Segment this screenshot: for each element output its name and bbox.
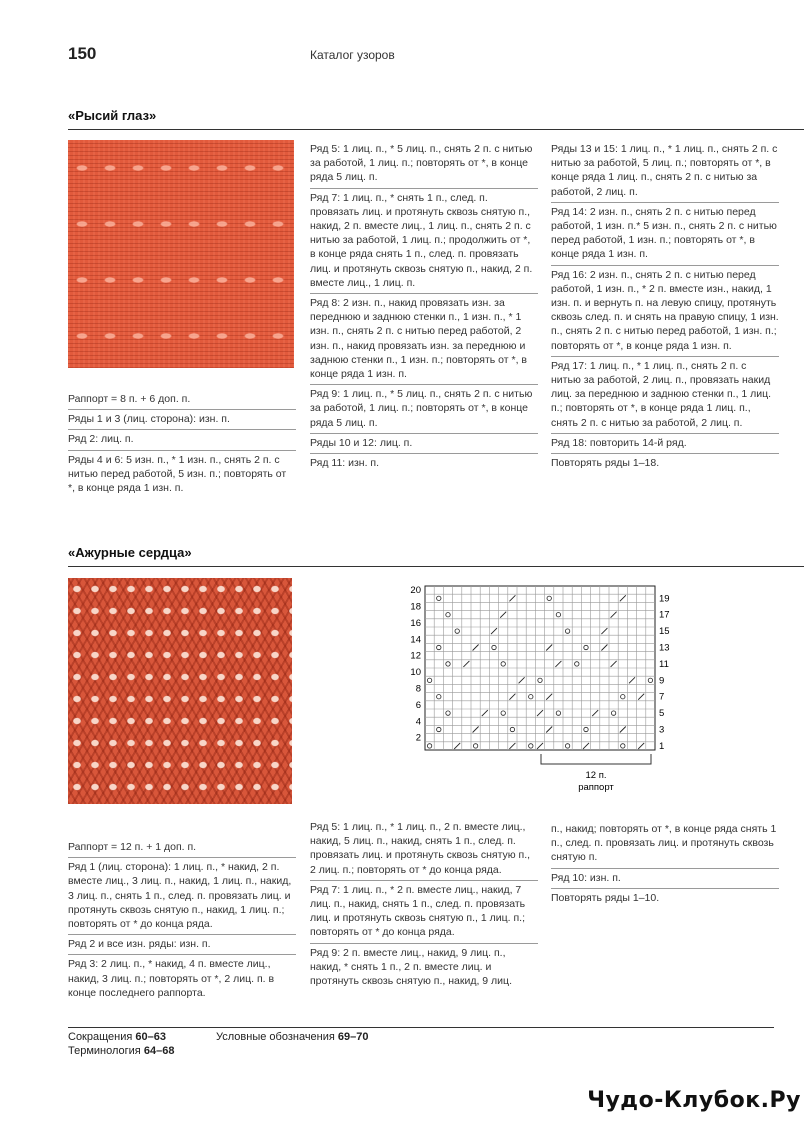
pattern-photo-lace-hearts — [68, 578, 292, 804]
instruction-item: Ряд 9: 1 лиц. п., * 5 лиц. п., снять 2 п. с нитью за работой, 1 лиц. п.; повторять от *, в конце ряда 5 лиц. п. — [310, 385, 538, 434]
instruction-item: Ряды 1 и 3 (лиц. сторона): изн. п. — [68, 410, 296, 430]
section-rule — [68, 566, 804, 567]
site-watermark: Чудо-Клубок.Ру — [587, 1088, 801, 1113]
footer-abbr-label: Сокращения — [68, 1031, 133, 1043]
page-number: 150 — [68, 44, 97, 63]
instruction-item: Ряд 14: 2 изн. п., снять 2 п. с нитью перед работой, 1 изн. п.* 5 изн. п., снять 2 п. с нитью перед работой, 1 изн. п.; повторять от *, в конце ряда 1 изн. п. — [551, 203, 779, 266]
repeat-bracket — [541, 754, 651, 764]
instruction-item: Ряд 11: изн. п. — [310, 457, 380, 470]
chart-row-number: 9 — [659, 675, 665, 687]
repeat-count: 12 п. — [585, 770, 607, 781]
instruction-item: Ряды 10 и 12: лиц. п. — [310, 434, 538, 454]
instruction-item: Раппорт = 8 п. + 6 доп. п. — [68, 390, 296, 410]
instruction-item: Ряд 1 (лиц. сторона): 1 лиц. п., * накид, 2 п. вместе лиц., 3 лиц. п., накид, 1 лиц. п., накид, 3 лиц. п., снять 1 п., след. п. провязать лиц. и протянуть сквозь снятую п., накид, 1 лиц. п.; повторять от * до конца ряда. — [68, 858, 296, 935]
instruction-item: Ряд 17: 1 лиц. п., * 1 лиц. п., снять 2 п. с нитью за работой, 2 лиц. п., провязать накид лиц. за переднюю и заднюю стенки п., 1 лиц. п.; повторять от *, в конце ряда 1 лиц. п., снять 2 п. с нитью за работой, 2 лиц. п. — [551, 357, 779, 434]
instruction-item: Ряд 18: повторить 14-й ряд. — [551, 434, 779, 454]
chart-row-number: 10 — [410, 667, 421, 679]
footer-abbreviations[interactable] — [68, 1031, 166, 1043]
section-rule — [68, 129, 804, 130]
footer-abbr-pages: 60–63 — [135, 1031, 166, 1043]
repeat-label: раппорт — [578, 782, 614, 793]
running-title: Каталог узоров — [310, 48, 395, 62]
instruction-item: Ряд 2: лиц. п. — [68, 430, 296, 450]
instruction-item: Повторять ряды 1–18. — [551, 457, 660, 470]
footer-term-label: Терминология — [68, 1045, 141, 1057]
section-title-lynx-eye: «Рысий глаз» — [68, 108, 157, 123]
instruction-item: Ряд 8: 2 изн. п., накид провязать изн. за переднюю и заднюю стенки п., 1 изн. п., * 1 изн. п., снять 2 п. с нитью перед работой, 2 изн. п., накид провязать изн. за переднюю и заднюю стенки п., 1 изн. п.; повторять от *, в конце ряда 1 изн. п. — [310, 294, 538, 385]
footer-symbols-pages: 69–70 — [337, 1031, 369, 1043]
chart-left-row-numbers — [410, 585, 421, 744]
chart-row-number: 1 — [659, 740, 665, 752]
pattern-photo-lynx-eye — [68, 140, 294, 368]
instructions-column-3 — [551, 140, 779, 473]
instruction-item: Ряд 16: 2 изн. п., снять 2 п. с нитью перед работой, 1 изн. п., * 2 п. вместе изн., накид, 1 изн. п. и вернуть п. на левую спицу, протянуть сквозь след. п. и снять на правую спицу, 1 изн. п., снять 2 п. с нитью перед работой, 1 изн. п.; повторять от *, в конце ряда 1 изн. п. — [551, 266, 779, 357]
chart-row-number: 6 — [415, 699, 421, 711]
chart-row-number: 11 — [659, 658, 669, 670]
instructions-column-1 — [68, 838, 296, 1003]
chart-grid — [425, 586, 655, 750]
chart-row-number: 14 — [410, 634, 421, 646]
chart-row-number: 18 — [410, 601, 421, 613]
instruction-item: Ряд 10: изн. п. — [551, 869, 779, 889]
instructions-column-3 — [551, 820, 779, 908]
chart-row-number: 15 — [659, 626, 670, 638]
instruction-item: Ряд 5: 1 лиц. п., * 5 лиц. п., снять 2 п. с нитью за работой, 1 лиц. п.; повторять от *, в конце ряда 5 лиц. п. — [310, 140, 538, 189]
chart-row-number: 7 — [659, 691, 665, 703]
chart-row-number: 4 — [415, 716, 421, 728]
chart-row-number: 5 — [659, 708, 665, 720]
footer-symbols-label: Условные обозначения — [216, 1031, 335, 1043]
footer-term-pages: 64–68 — [143, 1045, 175, 1057]
chart-row-number: 19 — [659, 593, 670, 605]
instruction-item: Ряд 3: 2 лиц. п., * накид, 4 п. вместе лиц., накид, 3 лиц. п.; повторять от *, 2 лиц. п. в конце последнего раппорта. — [68, 958, 275, 999]
instruction-item: Ряд 7: 1 лиц. п., * 2 п. вместе лиц., накид, 7 лиц. п., накид, снять 1 п., след. п. провязать лиц. и протянуть сквозь снятую п., 1 лиц. п.; повторять от * до конца ряда. — [310, 881, 538, 944]
instruction-item: п., накид; повторять от *, в конце ряда снять 1 п., след. п. провязать лиц. и протянуть сквозь снятую п. — [551, 820, 779, 869]
instructions-column-1 — [68, 390, 296, 498]
instruction-item: Раппорт = 12 п. + 1 доп. п. — [68, 838, 296, 858]
chart-row-number: 8 — [415, 683, 421, 695]
footer-symbols[interactable] — [216, 1031, 369, 1043]
instruction-item: Ряд 9: 2 п. вместе лиц., накид, 9 лиц. п., накид, * снять 1 п., 2 п. вместе лиц. и протянуть сквозь снятую п., накид, 9 лиц. — [310, 946, 512, 988]
section-title-lace-hearts: «Ажурные сердца» — [68, 545, 192, 560]
instructions-column-2 — [310, 140, 538, 473]
chart-row-number: 12 — [410, 650, 421, 662]
instruction-item: Ряд 2 и все изн. ряды: изн. п. — [68, 935, 296, 955]
chart-row-number: 3 — [659, 724, 665, 736]
chart-row-number: 20 — [410, 585, 421, 597]
instruction-item: Ряд 5: 1 лиц. п., * 1 лиц. п., 2 п. вместе лиц., накид, 5 лиц. п., накид, снять 1 п., след. п. провязать лиц. и протянуть сквозь снятую п., 2 лиц. п.; повторять от * до конца ряда. — [310, 818, 538, 881]
instruction-item: Повторять ряды 1–10. — [551, 891, 660, 904]
chart-row-number: 2 — [415, 732, 421, 744]
instruction-item: Ряды 13 и 15: 1 лиц. п., * 1 лиц. п., снять 2 п. с нитью за работой, 5 лиц. п.; повторять от *, в конце ряда 1 лиц. п., снять 2 п. с нитью за работой, 2 лиц. п. — [551, 140, 779, 203]
instructions-column-2 — [310, 818, 538, 991]
instruction-item: Ряд 7: 1 лиц. п., * снять 1 п., след. п. провязать лиц. и протянуть сквозь снятую п., накид, 2 п. вместе лиц., 1 лиц. п., снять 2 п. с нитью за работой, 1 лиц. п.; продолжить от *, в конце ряда снять 1 п., след. п. провязать лиц. и протянуть сквозь снятую п., накид, 2 п. вместе лиц., 1 лиц. п. — [310, 189, 538, 294]
footer-rule — [68, 1027, 774, 1028]
instruction-item: Ряды 4 и 6: 5 изн. п., * 1 изн. п., снять 2 п. с нитью перед работой, 5 изн. п.; повторять от *, в конце ряда 1 изн. п. — [68, 453, 287, 495]
chart-right-row-numbers — [659, 593, 670, 752]
knitting-chart — [395, 578, 685, 800]
chart-row-number: 16 — [410, 617, 421, 629]
chart-row-number: 13 — [659, 642, 670, 654]
footer-terminology[interactable] — [68, 1045, 174, 1057]
chart-row-number: 17 — [659, 609, 670, 621]
